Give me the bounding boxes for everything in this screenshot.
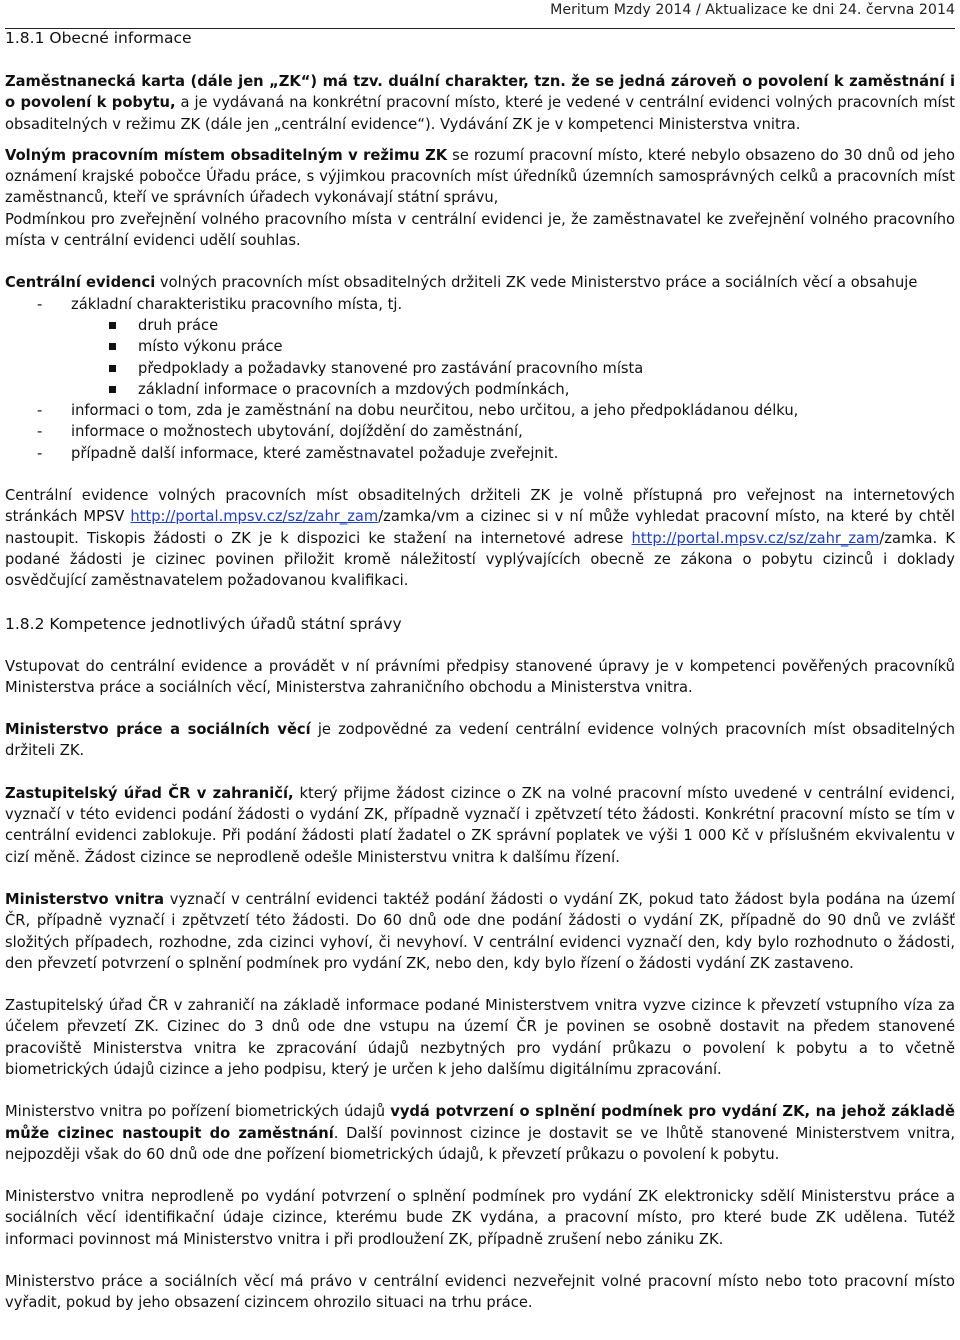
sub-list-item	[5, 379, 955, 400]
list-item-text: informace o možnostech ubytování, dojíždění do zaměstnání,	[71, 423, 523, 441]
section-heading-1-8-1: 1.8.1 Obecné informace	[5, 29, 192, 47]
intro-text: a je vydávaná na konkrétní pracovní místo, které je vedené v centrální evidenci volných pracovních míst obsaditelných v režimu ZK (dále jen „centrální evidence“). Vydávání ZK je v kompetenci Ministerstva vnitra.	[5, 94, 955, 133]
section-heading-1-8-2: 1.8.2 Kompetence jednotlivých úřadů státní správy	[5, 614, 402, 633]
podminka-paragraph: Podmínkou pro zveřejnění volného pracovního místa v centrální evidenci je, že zaměstnavatel ke zveřejnění volného pracovního místa v centrální evidenci udělí souhlas.	[5, 210, 955, 250]
mpsv-link-1[interactable]: http://portal.mpsv.cz/sz/zahr_zam	[130, 508, 379, 526]
list-item-text: základní charakteristiku pracovního místa, tj.	[71, 295, 403, 313]
centralni-evidence-text: volných pracovních míst obsaditelných držiteli ZK vede Ministerstvo práce a sociálních věcí a obsahuje	[155, 274, 918, 292]
sub-list	[5, 315, 955, 400]
sub-list-item	[5, 336, 955, 357]
list-item	[5, 421, 955, 442]
intro-bold: Zaměstnanecká karta (dále jen „ZK“) má tzv. duální charakter, tzn. že se jedná zároveň o povolení k zaměstnání i o povolení k pobytu,	[5, 73, 955, 112]
mpsv-bold: Ministerstvo práce a sociálních věcí	[5, 721, 311, 739]
list-item	[5, 294, 955, 315]
dostupnost-paragraph	[5, 485, 955, 591]
posledni-paragraph: Ministerstvo práce a sociálních věcí má právo v centrální evidenci nezveřejnit volné pracovní místo nebo toto pracovní místo vyřadit, pokud by jeho obsazení cizincem ohrozilo situaci na trhu práce.	[5, 1273, 955, 1312]
document-page	[5, 0, 955, 1314]
biometrie-text-1: Ministerstvo vnitra po pořízení biometrických údajů	[5, 1103, 391, 1121]
mpsv-link-2[interactable]: http://portal.mpsv.cz/sz/zahr_zam	[631, 529, 880, 547]
dostupnost-text-3: /zamka. K podané žádosti je cizinec povinen přiložit kromě náležitostí vyplývajících obecně ze zákona o pobytu cizinců i doklady osvědčující zaměstnavatelem požadovanou kvalifikaci.	[5, 529, 955, 590]
content-list-continued	[5, 400, 955, 464]
intro-paragraph	[5, 71, 955, 135]
sub-list-item	[5, 358, 955, 379]
dostupnost-text-1: Centrální evidence volných pracovních míst obsaditelných držiteli ZK je volně přístupná pro veřejnost na internetových stránkách MPSV	[5, 487, 955, 526]
biometrie-bold: vydá potvrzení o splnění podmínek pro vydání ZK, na jehož základě může cizinec nastoupit do zaměstnání	[5, 1103, 955, 1142]
centralni-evidence-paragraph	[5, 272, 955, 293]
dash-marker: -	[37, 423, 43, 441]
sub-list-item-text: druh práce	[138, 316, 219, 334]
ministerstvo-vnitra-text: vyznačí v centrální evidenci taktéž podání žádosti o vydání ZK, pokud tato žádost byla podána na území ČR, případně vyznačí i zpětvzetí této žádosti. Do 60 dnů ode dne podání žádosti o vydání ZK, případně do 90 dnů ve zvlášť složitých případech, rozhodne, zda cizinci vyhoví, či nevyhoví. V centrální evidenci vyznačí den, kdy bylo rozhodnuto o žádosti, den převzetí potvrzení o splnění podmínek pro vydání ZK, nebo den, kdy bylo řízení o žádosti vydání ZK zastaveno.	[5, 890, 956, 972]
sub-list-item	[5, 315, 955, 336]
zastupitelsky-urad-text: který přijme žádost cizince o ZK na volné pracovní místo uvedené v centrální evidenci, vyznačí v této evidenci podání žádosti o vydání ZK, případně vyznačí i zpětvzetí této žádosti. Konkrétní pracovní místo se tím v centrální evidenci zablokuje. Při podání žádosti platí žadatel o ZK správní poplatek ve výši 1 000 Kč v příslušném ekvivalentu v cizí měně. Žádost cizince se neprodleně odešle Ministerstvu vnitra k dalšímu řízení.	[5, 784, 955, 866]
list-item	[5, 400, 955, 421]
zastupitelsky-urad-bold: Zastupitelský úřad ČR v zahraničí,	[5, 784, 294, 802]
dash-marker: -	[37, 402, 43, 420]
sub-list-item-text: místo výkonu práce	[138, 338, 283, 356]
content-list	[5, 294, 955, 315]
dash-marker: -	[37, 295, 43, 313]
mpsv-text: je zodpovědné za vedení centrální evidence volných pracovních míst obsaditelných držiteli ZK.	[5, 721, 956, 760]
volne-misto-bold: Volným pracovním místem obsaditelným v režimu ZK	[5, 146, 448, 164]
list-item-text: informaci o tom, zda je zaměstnání na dobu neurčitou, nebo určitou, a jeho předpokládanou délku,	[71, 402, 799, 420]
page-header	[5, 0, 955, 58]
list-item	[5, 443, 955, 464]
biometrie-paragraph	[5, 1101, 955, 1165]
volne-misto-paragraph	[5, 145, 955, 209]
centralni-evidence-bold: Centrální evidenci	[5, 274, 156, 292]
mpsv-paragraph	[5, 719, 955, 762]
square-bullet-icon	[109, 386, 116, 393]
notifikace-paragraph: Ministerstvo vnitra neprodleně po vydání potvrzení o splnění podmínek pro vydání ZK elektronicky sdělí Ministerstvu práce a sociálních věcí identifikační údaje cizince, kterému bude ZK vydána, a pracovní místo, pro které bude ZK udělena. Tutéž informaci povinnost má Ministerstvo vnitra i při prodloužení ZK, případně zrušení nebo zániku ZK.	[5, 1188, 955, 1248]
sub-list-item-text: předpoklady a požadavky stanovené pro zastávání pracovního místa	[138, 359, 644, 377]
dostupnost-text-2: /zamka/vm a cizinec si v ní může vyhledat pracovní místo, na které by chtěl nastoupit. Tiskopis žádosti o ZK je k dispozici ke stažení na internetové adrese	[5, 508, 955, 547]
list-item-text: případně další informace, které zaměstnavatel požaduje zveřejnit.	[71, 444, 559, 462]
volne-misto-text: se rozumí pracovní místo, které nebylo obsazeno do 30 dnů od jeho oznámení krajské pobočce Úřadu práce, s výjimkou pracovních míst úředníků územních samosprávných celků a pracovních míst zaměstnanců, kteří ve správních úřadech vykonávají státní správu,	[5, 146, 955, 207]
zastupitelsky-urad-paragraph	[5, 783, 955, 868]
sub-list-item-text: základní informace o pracovních a mzdových podmínkách,	[138, 380, 570, 398]
biometrie-text-2: . Další povinnost cizince je dostavit se ve lhůtě stanovené Ministerstvem vnitra, nejpozději však do 60 dnů ode dne pořízení biometrických údajů, k převzetí průkazu o povolení k pobytu.	[5, 1124, 956, 1163]
vizum-paragraph: Zastupitelský úřad ČR v zahraničí na základě informace podané Ministerstvem vnitra vyzve cizince k převzetí vstupního víza za účelem převzetí ZK. Cizinec do 3 dnů ode dne vstupu na území ČR je povinen se osobně dostavit na předem stanovené pracoviště Ministerstva vnitra ke zpracování údajů nezbytných pro vydání průkazu o povolení k pobytu a to včetně biometrických údajů cizince a jeho podpisu, který je určen k jeho dalšímu digitálnímu zpracování.	[5, 997, 955, 1078]
kompetence-intro-paragraph: Vstupovat do centrální evidence a provádět v ní právními předpisy stanovené úpravy je v kompetenci pověřených pracovníků Ministerstva práce a sociálních věcí, Ministerstva zahraničního obchodu a Ministerstva vnitra.	[5, 657, 955, 696]
square-bullet-icon	[109, 322, 116, 329]
ministerstvo-vnitra-bold: Ministerstvo vnitra	[5, 890, 164, 908]
running-head: Meritum Mzdy 2014 / Aktualizace ke dni 24. června 2014	[550, 2, 955, 18]
ministerstvo-vnitra-paragraph	[5, 889, 955, 974]
dash-marker: -	[37, 444, 43, 462]
square-bullet-icon	[109, 343, 116, 350]
square-bullet-icon	[109, 365, 116, 372]
